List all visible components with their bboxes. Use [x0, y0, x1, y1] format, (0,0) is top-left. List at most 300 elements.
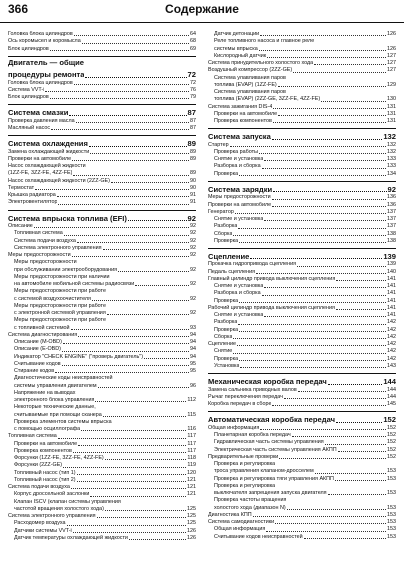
- dot-leader: [304, 538, 386, 539]
- dot-leader: [336, 280, 386, 281]
- toc-entry-title: (1ZZ-FE, 3ZZ-FE, 4ZZ-FE): [8, 170, 73, 177]
- toc-entry-title: Разборка: [214, 223, 238, 230]
- toc-entry: [8, 375, 196, 382]
- toc-entry-page: 91: [190, 199, 196, 206]
- toc-entry-title: Сцепление: [208, 341, 236, 348]
- toc-entry-title: Крышка радиатора: [8, 192, 56, 199]
- toc-entry: [8, 412, 196, 419]
- toc-entry-page: 140: [387, 268, 396, 275]
- toc-entry-title: Меры предосторожности при работе: [14, 302, 106, 309]
- toc-entry: [8, 296, 196, 303]
- toc-entry-page: 144: [387, 393, 396, 400]
- toc-entry-title: электронного блока управления: [14, 397, 95, 404]
- dot-leader: [233, 338, 386, 339]
- dot-leader: [273, 122, 386, 123]
- toc-right-column: [208, 31, 396, 541]
- toc-entry: [8, 433, 196, 440]
- dot-leader: [74, 84, 189, 85]
- toc-entry-title: Проверка работы: [214, 148, 258, 155]
- toc-entry-page: 144: [383, 377, 396, 387]
- toc-entry-title: Сборка: [214, 333, 233, 340]
- toc-section-heading: [8, 108, 196, 117]
- toc-entry: [208, 341, 396, 348]
- toc-entry-page: 132: [383, 132, 396, 142]
- toc-entry-title: Меры предосторожности при работе: [14, 317, 106, 324]
- toc-entry-page: 96: [190, 382, 196, 389]
- toc-entry-page: 153: [387, 504, 396, 511]
- toc-entry-title: Снятие и установка: [214, 312, 264, 319]
- dot-leader: [272, 139, 382, 140]
- toc-entry-page: 134: [387, 170, 396, 177]
- dot-leader: [74, 35, 189, 36]
- dot-leader: [103, 249, 189, 250]
- toc-entry: [208, 118, 396, 125]
- dot-leader: [287, 509, 386, 510]
- toc-entry-title: Проверки на автомобиле: [8, 155, 72, 162]
- toc-entry-title: Проверка компонентов: [214, 118, 272, 124]
- dot-leader: [81, 430, 186, 431]
- toc-entry-title: Клапан ISCV (клапан системы управления: [14, 498, 121, 505]
- toc-entry: [208, 483, 396, 490]
- toc-entry: [8, 383, 196, 390]
- dot-leader: [73, 532, 186, 533]
- toc-entry-page: 131: [387, 110, 396, 117]
- toc-entry: [208, 31, 396, 38]
- toc-entry-title: Электровентилятор: [8, 199, 58, 206]
- dot-leader: [328, 384, 382, 385]
- toc-entry-page: 64: [190, 31, 196, 37]
- toc-entry-title: Снятие и установка: [214, 283, 264, 290]
- dot-leader: [105, 459, 187, 460]
- toc-entry: [208, 283, 396, 290]
- toc-entry-title: Система улавливания паров: [214, 89, 286, 95]
- toc-entry-page: 72: [187, 70, 196, 80]
- toc-entry: [208, 387, 396, 394]
- dot-leader: [264, 160, 386, 161]
- toc-entry: [8, 462, 196, 469]
- toc-section-heading: [8, 214, 196, 223]
- toc-entry-page: 87: [190, 117, 196, 124]
- toc-entry-title: Датчик детонации: [214, 31, 260, 37]
- toc-entry-title: Система электронного управления: [8, 513, 96, 520]
- toc-entry: [208, 305, 396, 312]
- section-divider: [208, 411, 396, 412]
- toc-entry-title: Разборка и сборка: [214, 163, 261, 170]
- toc-entry: [8, 87, 196, 94]
- toc-entry: [8, 178, 196, 185]
- toc-entry-title: Проверка: [214, 237, 239, 244]
- toc-entry-page: 152: [387, 439, 396, 446]
- toc-entry-title: Проверка давления масла: [8, 117, 75, 124]
- toc-entry-title: Проверка и регулировка: [214, 482, 276, 489]
- dot-leader: [272, 405, 386, 406]
- toc-entry-title: Блок цилиндров: [8, 94, 49, 101]
- toc-entry-page: 129: [387, 81, 396, 88]
- toc-entry-page: 92: [190, 223, 196, 230]
- toc-entry-title: Кислородный датчик: [214, 52, 267, 59]
- toc-entry: [208, 454, 396, 461]
- dot-leader: [297, 266, 386, 267]
- dot-leader: [62, 351, 189, 352]
- toc-entry: [8, 31, 196, 38]
- toc-entry-page: 125: [187, 520, 196, 527]
- toc-entry-title: с топливной системой: [14, 324, 70, 331]
- toc-entry-title: Проверка компонентов: [14, 447, 72, 454]
- dot-leader: [73, 452, 187, 453]
- toc-entry: [208, 425, 396, 432]
- toc-entry: [208, 356, 396, 363]
- toc-entry-title: Топливный насос (тип 1): [14, 469, 76, 476]
- toc-entry-page: 137: [387, 223, 396, 230]
- dot-leader: [256, 273, 386, 274]
- toc-entry-title: при обслуживании электрооборудования: [14, 266, 118, 273]
- dot-leader: [293, 72, 386, 73]
- dot-leader: [105, 510, 186, 511]
- toc-entry: [208, 534, 396, 541]
- toc-entry-page: 153: [387, 468, 396, 475]
- dot-leader: [82, 43, 189, 44]
- toc-entry-page: 136: [387, 201, 396, 208]
- toc-entry-title: Общая информация: [214, 526, 266, 533]
- toc-entry-title: Рабочий цилиндр привода выключения сцепления: [208, 304, 335, 311]
- toc-entry: [208, 401, 396, 408]
- toc-entry-page: 115: [187, 411, 196, 418]
- toc-entry-page: 68: [190, 38, 196, 45]
- toc-entry: [208, 363, 396, 370]
- toc-entry-title: процедуры ремонта: [8, 70, 85, 80]
- toc-entry-page: 141: [387, 312, 396, 319]
- toc-entry-page: 131: [387, 118, 396, 124]
- toc-entry-page: 132: [387, 141, 396, 148]
- dot-leader: [259, 50, 386, 51]
- toc-entry-title: Меры предосторожности при наличии: [14, 273, 110, 280]
- toc-entry-title: Сцепление: [208, 252, 250, 262]
- toc-entry-page: 72: [190, 79, 196, 86]
- toc-entry-title: Двигатель — общие: [8, 57, 85, 67]
- toc-entry-title: с помощью осциллографа: [14, 426, 81, 433]
- toc-entry-title: Проверка: [214, 326, 239, 333]
- toc-entry: [208, 519, 396, 526]
- toc-entry-title: Система зарядки: [208, 184, 273, 194]
- toc-entry: [8, 259, 196, 266]
- dot-leader: [235, 213, 386, 214]
- toc-entry: [8, 118, 196, 125]
- toc-entry-page: 133: [387, 156, 396, 163]
- dot-leader: [35, 189, 189, 190]
- toc-entry-page: 76: [190, 86, 196, 93]
- toc-entry-page: 136: [387, 194, 396, 201]
- toc-entry: [8, 170, 196, 177]
- toc-entry: [8, 346, 196, 353]
- toc-entry-title: с системой воздухоочистителя: [14, 295, 91, 302]
- toc-entry-page: 125: [187, 513, 196, 520]
- dot-leader: [233, 353, 386, 354]
- toc-entry-page: 152: [387, 453, 396, 460]
- toc-entry-title: топлива (EVAP) (2ZZ-GE, 3ZZ-FE, 4ZZ-FE): [214, 96, 321, 103]
- toc-entry: [8, 419, 196, 426]
- toc-entry: [8, 528, 196, 535]
- toc-entry-title: Насос охлаждающей жидкости: [8, 163, 86, 170]
- section-divider: [8, 56, 196, 57]
- toc-entry: [8, 192, 196, 199]
- toc-entry-title: Меры предосторожности: [8, 252, 71, 259]
- toc-entry-title: Генератор: [208, 208, 234, 215]
- section-divider: [8, 210, 196, 211]
- toc-entry-page: 92: [190, 252, 196, 259]
- toc-entry-title: Диагностика КПП: [208, 511, 252, 518]
- dot-leader: [76, 122, 189, 123]
- toc-entry: [208, 461, 396, 468]
- toc-entry: [208, 67, 396, 74]
- dot-leader: [239, 242, 386, 243]
- toc-entry-title: Описание: [8, 223, 33, 230]
- toc-entry: [8, 185, 196, 192]
- toc-entry-page: 92: [187, 213, 196, 223]
- dot-leader: [292, 436, 386, 437]
- toc-entry-page: 143: [387, 362, 396, 369]
- toc-entry: [208, 497, 396, 504]
- dot-leader: [71, 329, 189, 330]
- toc-entry: [208, 142, 396, 149]
- toc-entry-page: 137: [387, 216, 396, 223]
- toc-entry-title: Датчик температуры охлаждающей жидкости: [14, 534, 128, 541]
- toc-entry: [208, 53, 396, 60]
- toc-entry-page: 153: [387, 475, 396, 482]
- dot-leader: [135, 285, 189, 286]
- toc-entry-title: Коробка передач в сборе: [208, 401, 272, 408]
- dot-leader: [238, 324, 386, 325]
- toc-entry-page: 92: [190, 295, 196, 302]
- dot-leader: [111, 182, 189, 183]
- toc-entry-title: Проверка и регулировка: [214, 461, 276, 468]
- dot-leader: [239, 175, 386, 176]
- dot-leader: [321, 101, 386, 102]
- toc-entry-page: 141: [387, 297, 396, 304]
- toc-entry-page: 121: [187, 484, 196, 491]
- toc-entry-title: Термостат: [8, 184, 35, 191]
- dot-leader: [92, 300, 189, 301]
- toc-entry: [208, 468, 396, 475]
- toc-left-column: [8, 31, 196, 542]
- section-divider: [208, 248, 396, 249]
- toc-section-heading: [208, 252, 396, 261]
- page-title: Содержание: [165, 2, 239, 16]
- dot-leader: [239, 302, 386, 303]
- toc-entry-title: Общая информация: [208, 424, 260, 431]
- toc-entry-page: 153: [387, 511, 396, 518]
- toc-entry-page: 153: [387, 490, 396, 497]
- toc-entry: [208, 348, 396, 355]
- toc-entry-page: 139: [387, 261, 396, 268]
- toc-entry-title: холостого хода (диапазон N): [214, 504, 286, 511]
- toc-entry: [8, 163, 196, 170]
- dot-leader: [278, 86, 386, 87]
- toc-entry: [208, 194, 396, 201]
- toc-entry-page: 89: [190, 170, 196, 177]
- toc-entry-title: Проверка: [214, 355, 239, 362]
- toc-entry: [208, 111, 396, 118]
- toc-entry-page: 142: [387, 326, 396, 333]
- dot-leader: [58, 204, 189, 205]
- toc-entry-page: 152: [387, 424, 396, 431]
- dot-leader: [77, 242, 189, 243]
- toc-entry-title: Система VVT-i: [8, 86, 45, 93]
- toc-entry-title: Меры предосторожности: [14, 259, 77, 266]
- toc-entry: [208, 432, 396, 439]
- dot-leader: [129, 539, 186, 540]
- toc-entry-title: Считывание кодов неисправностей: [214, 533, 303, 540]
- toc-entry-page: 90: [190, 177, 196, 184]
- toc-entry-title: Форсунки (2ZZ-GE): [14, 462, 63, 469]
- toc-entry: [8, 310, 196, 317]
- toc-entry: [8, 448, 196, 455]
- toc-entry-page: 131: [387, 103, 396, 110]
- toc-entry-title: Система подачи воздуха: [14, 237, 76, 244]
- toc-entry-title: Проверка: [214, 170, 239, 177]
- toc-entry: [8, 506, 196, 513]
- dot-leader: [240, 367, 386, 368]
- toc-entry: [208, 82, 396, 89]
- toc-entry-page: 127: [387, 60, 396, 66]
- toc-entry: [8, 94, 196, 101]
- dot-leader: [262, 295, 386, 296]
- toc-entry: [208, 394, 396, 401]
- toc-entry-title: Описание (M-OBD): [14, 339, 62, 346]
- toc-entry-title: Главный цилиндр привода выключения сцепления: [208, 275, 336, 282]
- section-divider: [208, 128, 396, 129]
- toc-entry: [8, 252, 196, 259]
- toc-entry-title: Расходомер воздуха: [14, 520, 66, 527]
- toc-entry-page: 89: [187, 139, 196, 149]
- toc-entry-page: 117: [187, 433, 196, 440]
- page-number: 366: [8, 2, 29, 16]
- toc-entry: [8, 535, 196, 542]
- toc-entry-page: 141: [387, 283, 396, 290]
- dot-leader: [264, 316, 386, 317]
- dot-leader: [298, 391, 386, 392]
- toc-entry: [208, 476, 396, 483]
- toc-entry-title: Насос охлаждающей жидкости (2ZZ-GE): [8, 177, 110, 184]
- section-divider: [208, 181, 396, 182]
- toc-entry-page: 152: [387, 446, 396, 453]
- toc-entry: [208, 238, 396, 245]
- toc-entry-title: Головка блока цилиндров: [8, 79, 73, 86]
- toc-entry-page: 92: [190, 281, 196, 288]
- toc-entry: [8, 397, 196, 404]
- toc-entry-title: системы впрыска: [214, 45, 258, 52]
- toc-entry-title: Воздушный компрессор (2ZZ-GE): [208, 67, 293, 74]
- dot-leader: [89, 146, 187, 147]
- dot-leader: [264, 287, 386, 288]
- toc-entry-title: Система улавливания паров: [214, 74, 286, 81]
- toc-entry: [8, 339, 196, 346]
- toc-entry-title: Проверки на автомобиле: [214, 110, 278, 117]
- toc-entry-title: Описание (E-OBD): [14, 346, 61, 353]
- toc-entry-page: 152: [387, 432, 396, 439]
- toc-entry-title: Снятие: [214, 348, 233, 355]
- toc-entry-title: топлива (EVAP) (1ZZ-FE): [214, 81, 277, 88]
- toc-entry-title: Система самодиагностики: [208, 519, 275, 526]
- toc-entry-page: 141: [387, 275, 396, 282]
- toc-entry-page: 121: [187, 491, 196, 498]
- toc-entry: [208, 327, 396, 334]
- toc-entry-title: Диагностические коды неисправностей: [14, 375, 113, 382]
- toc-entry-title: Топливная система: [8, 433, 57, 440]
- toc-entry-page: 139: [383, 252, 396, 262]
- dot-leader: [314, 64, 386, 65]
- dot-leader: [267, 57, 386, 58]
- dot-leader: [239, 360, 386, 361]
- toc-entry-page: 126: [387, 31, 396, 37]
- toc-entry-title: Сборка: [214, 230, 233, 237]
- toc-entry: [208, 490, 396, 497]
- dot-leader: [260, 35, 386, 36]
- dot-leader: [128, 220, 187, 221]
- toc-entry: [8, 484, 196, 491]
- toc-entry-page: 93: [190, 324, 196, 331]
- dot-leader: [55, 372, 189, 373]
- toc-entry: [8, 38, 196, 45]
- dot-leader: [272, 199, 386, 200]
- toc-entry-page: 91: [190, 192, 196, 199]
- dot-leader: [275, 523, 386, 524]
- toc-entry-title: Напряжение на выводах: [14, 389, 76, 396]
- dot-leader: [253, 516, 386, 517]
- dot-leader: [266, 531, 386, 532]
- toc-entry-page: 92: [190, 310, 196, 317]
- dot-leader: [90, 153, 189, 154]
- toc-entry-title: Планетарная коробка передач: [214, 432, 291, 439]
- toc-entry: [208, 505, 396, 512]
- dot-leader: [69, 115, 186, 116]
- toc-entry: [8, 245, 196, 252]
- toc-entry-title: системы управления двигателем: [14, 382, 97, 389]
- toc-entry-title: Электрическая часть системы управления АКПП: [214, 446, 337, 453]
- toc-entry-page: 145: [387, 401, 396, 408]
- toc-entry: [8, 125, 196, 132]
- dot-leader: [57, 196, 189, 197]
- toc-entry-page: 142: [387, 341, 396, 348]
- toc-entry-page: 117: [187, 447, 196, 454]
- toc-entry-title: Индикатор "CHECK ENGINE" ("проверь двигатель"): [14, 353, 143, 360]
- toc-entry: [8, 267, 196, 274]
- toc-entry-title: Проверка и регулировка тяги управления АКПП: [214, 475, 334, 482]
- toc-entry-page: 142: [387, 355, 396, 362]
- section-divider: [8, 104, 196, 105]
- toc-entry: [8, 149, 196, 156]
- toc-entry-title: выключателя запрещения запуска двигателя: [214, 490, 327, 497]
- toc-entry-title: Гидравлическая часть системы управления: [214, 439, 324, 446]
- toc-entry-page: 133: [387, 163, 396, 170]
- toc-entry-title: на автомобиле мобильной системы радиосвязи: [14, 281, 135, 288]
- toc-section-heading: [208, 185, 396, 194]
- dot-leader: [103, 416, 187, 417]
- toc-entry-title: Проверки на автомобиле: [208, 201, 272, 208]
- toc-entry: [8, 491, 196, 498]
- dot-leader: [90, 496, 186, 497]
- toc-entry-title: Стартер: [208, 141, 229, 148]
- toc-entry: [208, 216, 396, 223]
- toc-entry: [208, 231, 396, 238]
- toc-entry-page: 92: [387, 184, 396, 194]
- toc-entry-page: 138: [387, 230, 396, 237]
- toc-entry: [8, 426, 196, 433]
- toc-entry-page: 130: [387, 96, 396, 103]
- toc-entry-title: троса управления клапаном-дросселем: [214, 468, 314, 475]
- dot-leader: [233, 235, 386, 236]
- toc-section-heading: [8, 139, 196, 148]
- toc-entry: [8, 361, 196, 368]
